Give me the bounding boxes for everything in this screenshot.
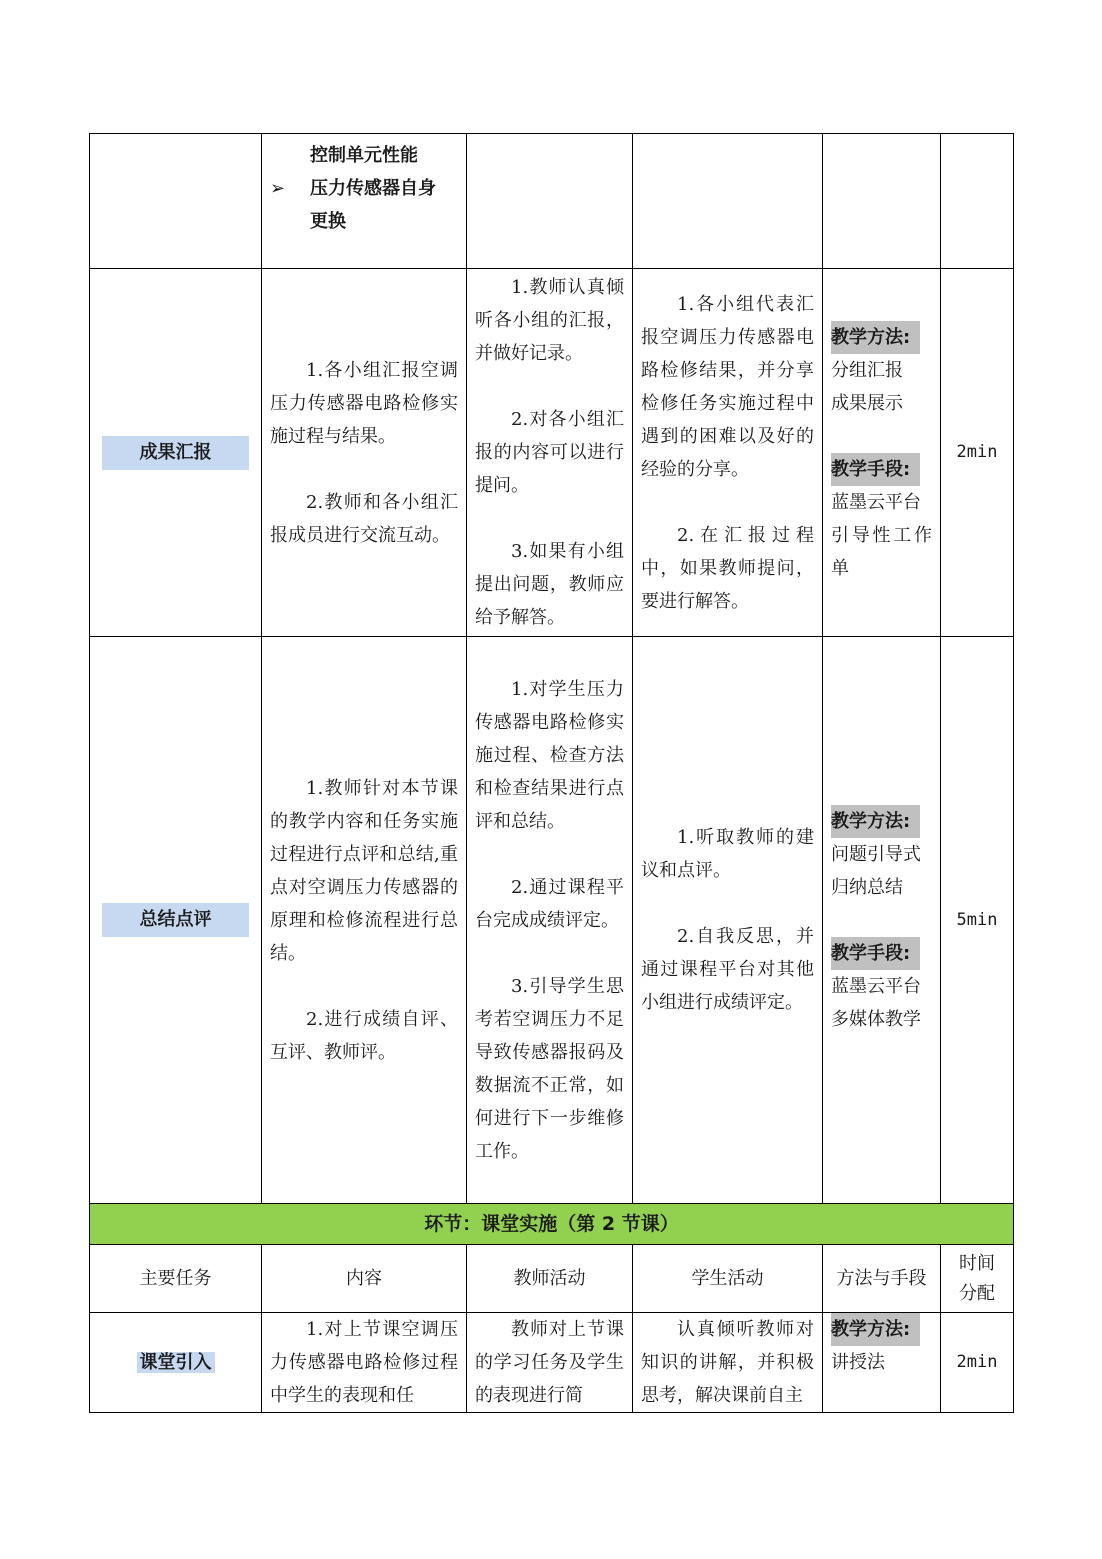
student-paragraph: 2.自我反思，并通过课程平台对其他小组进行成绩评定。 [641,926,814,1013]
teacher-paragraph: 教师对上节课的学习任务及学生的表现进行简 [475,1319,624,1406]
header-content: 内容 [262,1245,467,1313]
student-cell [633,134,823,269]
time-cell: 2min [941,1313,1014,1413]
teacher-paragraph: 1.对学生压力传感器电路检修实施过程、检查方法和检查结果进行点评和总结。 [475,678,624,832]
student-cell [633,1313,823,1413]
header-student: 学生活动 [633,1245,823,1313]
teacher-paragraph: 1.教师认真倾听各小组的汇报，并做好记录。 [475,277,624,364]
content-cell [262,134,467,269]
task-label: 课堂引入 [137,1352,215,1373]
student-paragraph: 1.听取教师的建议和点评。 [641,827,814,881]
table-row [90,1313,1014,1413]
teacher-paragraph: 3.如果有小组提出问题，教师应给予解答。 [475,541,624,628]
time-cell: 5min [941,637,1014,1204]
method-item: 问题引导式 [831,843,921,865]
student-paragraph: 认真倾听教师对知识的讲解，并积极思考，解决课前自主 [641,1319,814,1406]
lesson-plan-table [89,133,1014,1413]
means-item: 引导性工作单 [831,524,932,579]
header-time: 时间分配 [941,1245,1014,1313]
content-paragraph: 1.各小组汇报空调压力传感器电路检修实施过程与结果。 [270,359,458,447]
content-paragraph: 1.教师针对本节课的教学内容和任务实施过程进行点评和总结,重点对空调压力传感器的原理和检修流程进行总结。 [270,777,458,964]
time-cell [941,134,1014,269]
teacher-cell [467,269,633,637]
task-label: 总结点评 [102,903,249,937]
content-line: 控制单元性能 [310,145,418,166]
table-row [90,134,1014,269]
method-cell [823,637,941,1204]
task-cell [90,637,262,1204]
teacher-paragraph: 3.引导学生思考若空调压力不足导致传感器报码及数据流不正常，如何进行下一步维修工作。 [475,975,624,1162]
time-cell: 2min [941,269,1014,637]
arrow-bullet-icon: ➢ [270,178,286,199]
method-cell [823,134,941,269]
means-item: 蓝墨云平台 [831,491,921,513]
teacher-paragraph: 2.通过课程平台完成成绩评定。 [475,876,624,931]
method-item: 讲授法 [831,1352,885,1373]
task-cell [90,269,262,637]
header-method: 方法与手段 [823,1245,941,1313]
table-row [90,637,1014,1204]
means-label: 教学手段: [831,937,920,970]
content-cell [262,1313,467,1413]
content-cell [262,269,467,637]
student-cell [633,637,823,1204]
student-paragraph: 2.在汇报过程中，如果教师提问，要进行解答。 [641,524,814,612]
section-title: 环节：课堂实施（第 2 节课） [90,1204,1014,1245]
header-teacher: 教师活动 [467,1245,633,1313]
means-item: 多媒体教学 [831,1008,921,1030]
content-line: 更换 [310,211,346,232]
task-label: 成果汇报 [102,436,249,470]
task-cell [90,134,262,269]
teacher-cell [467,637,633,1204]
content-cell [262,637,467,1204]
table-row [90,269,1014,637]
student-cell [633,269,823,637]
task-cell [90,1313,262,1413]
method-item: 成果展示 [831,392,903,414]
means-item: 蓝墨云平台 [831,975,921,997]
content-paragraph: 1.对上节课空调压力传感器电路检修过程中学生的表现和任 [270,1319,458,1406]
header-row [90,1245,1014,1313]
method-item: 分组汇报 [831,359,903,381]
content-line: 压力传感器自身 [310,178,436,199]
method-cell [823,269,941,637]
method-cell [823,1313,941,1413]
header-task: 主要任务 [90,1245,262,1313]
method-label: 教学方法: [831,805,920,838]
content-paragraph: 2.进行成绩自评、互评、教师评。 [270,1008,458,1063]
method-label: 教学方法: [831,321,920,354]
content-paragraph: 2.教师和各小组汇报成员进行交流互动。 [270,491,458,546]
method-item: 归纳总结 [831,876,903,898]
student-paragraph: 1.各小组代表汇报空调压力传感器电路检修结果，并分享检修任务实施过程中遇到的困难以及好的经验的分享。 [641,293,814,480]
teacher-paragraph: 2.对各小组汇报的内容可以进行提问。 [475,409,624,496]
teacher-cell [467,134,633,269]
teacher-cell [467,1313,633,1413]
method-label: 教学方法: [831,1313,920,1346]
section-row [90,1204,1014,1245]
means-label: 教学手段: [831,453,920,486]
